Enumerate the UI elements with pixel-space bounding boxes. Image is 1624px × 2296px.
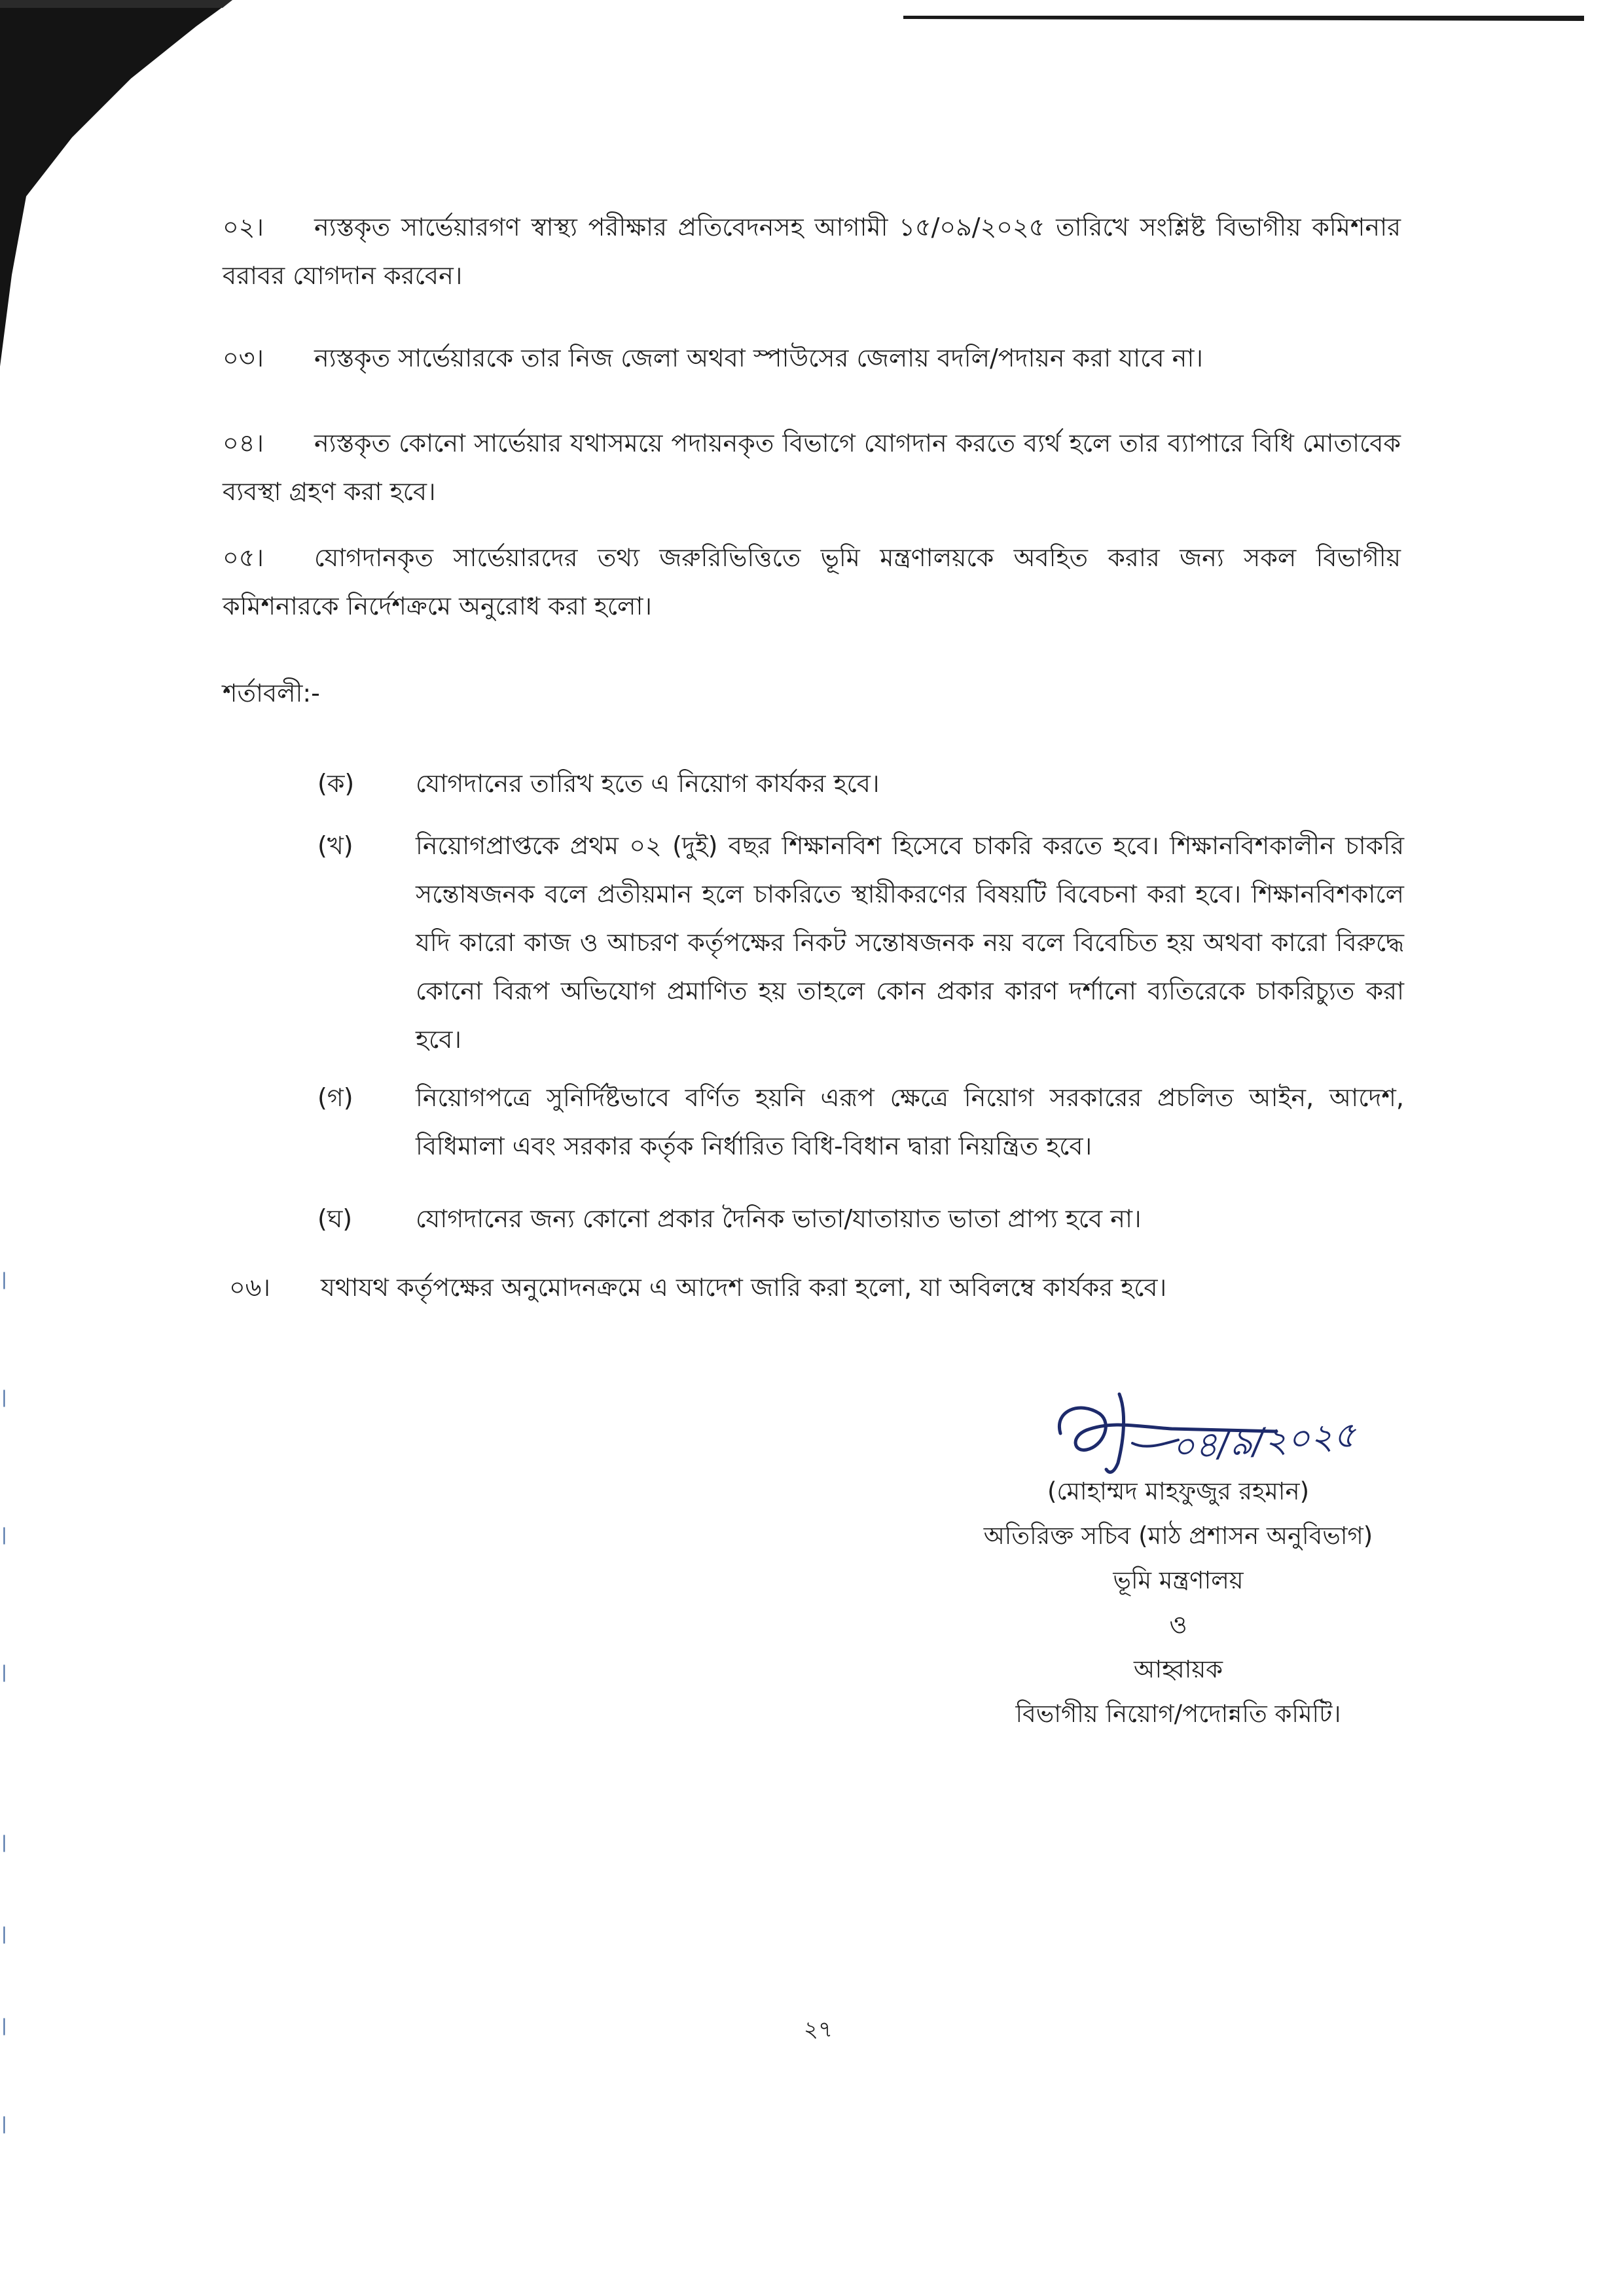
paragraph-06 bbox=[229, 1263, 1407, 1312]
condition-item-ga bbox=[317, 1073, 1404, 1170]
scan-left-edge-bleed: | | | | | | | | bbox=[1, 1270, 7, 2134]
condition-item-ka bbox=[317, 759, 1404, 808]
paragraph-04 bbox=[223, 419, 1401, 516]
condition-text: যোগদানের তারিখ হতে এ নিয়োগ কার্যকর হবে। bbox=[416, 769, 880, 798]
signature-date: ০৪/৯/২০২৫ bbox=[1170, 1414, 1358, 1468]
signatory-designation: অতিরিক্ত সচিব (মাঠ প্রশাসন অনুবিভাগ) bbox=[983, 1522, 1373, 1550]
paragraph-03 bbox=[223, 334, 1401, 382]
paragraph-text: ন্যস্তকৃত কোনো সার্ভেয়ার যথাসময়ে পদায়নকৃত বিভাগে যোগদান করতে ব্যর্থ হলে তার ব্যাপারে বিধি মোতাবেক ব্যবস্থা গ্রহণ করা হবে। bbox=[223, 429, 1401, 506]
condition-text: যোগদানের জন্য কোনো প্রকার দৈনিক ভাতা/যাতায়াত ভাতা প্রাপ্য হবে না। bbox=[416, 1204, 1142, 1233]
signatory-ministry: ভূমি মন্ত্রণালয় bbox=[1113, 1566, 1244, 1594]
signatory-name: (মোহাম্মদ মাহফুজুর রহমান) bbox=[1047, 1477, 1310, 1505]
paragraph-text: ন্যস্তকৃত সার্ভেয়ারগণ স্বাস্থ্য পরীক্ষার প্রতিবেদনসহ আগামী ১৫/০৯/২০২৫ তারিখে সংশ্লিষ্ট বিভাগীয় কমিশনার বরাবর যোগদান করবেন। bbox=[223, 213, 1401, 290]
signatory-block bbox=[903, 1469, 1453, 1736]
paragraph-number: ০৫। bbox=[223, 543, 264, 572]
paragraph-number: ০৬। bbox=[229, 1273, 271, 1302]
condition-text: নিয়োগপত্রে সুনির্দিষ্টভাবে বর্ণিত হয়নি এরূপ ক্ষেত্রে নিয়োগ সরকারের প্রচলিত আইন, আদেশ, বিধিমালা এবং সরকার কর্তৃক নির্ধারিত বিধি-বিধান দ্বারা নিয়ন্ত্রিত হবে। bbox=[416, 1083, 1404, 1160]
paragraph-text: যোগদানকৃত সার্ভেয়ারদের তথ্য জরুরিভিত্তিতে ভূমি মন্ত্রণালয়কে অবহিত করার জন্য সকল বিভাগীয় কমিশনারকে নির্দেশক্রমে অনুরোধ করা হলো। bbox=[223, 543, 1401, 620]
condition-item-kha bbox=[317, 821, 1404, 1064]
condition-item-gha bbox=[317, 1194, 1404, 1243]
scan-shadow-top-edge bbox=[903, 13, 1584, 22]
condition-marker: (গ) bbox=[317, 1083, 353, 1112]
page-number: ২৭ bbox=[803, 2017, 833, 2043]
signatory-committee: বিভাগীয় নিয়োগ/পদোন্নতি কমিটি। bbox=[1015, 1700, 1341, 1728]
paragraph-number: ০২। bbox=[223, 213, 264, 242]
paragraph-02 bbox=[223, 203, 1401, 300]
condition-marker: (ক) bbox=[317, 769, 355, 798]
paragraph-05 bbox=[223, 533, 1401, 630]
conditions-heading: শর্তাবলী:- bbox=[223, 679, 320, 708]
paragraph-number: ০৩। bbox=[223, 344, 264, 372]
paragraph-text: ন্যস্তকৃত সার্ভেয়ারকে তার নিজ জেলা অথবা স্পাউসের জেলায় বদলি/পদায়ন করা যাবে না। bbox=[314, 344, 1203, 372]
condition-marker: (ঘ) bbox=[317, 1204, 353, 1233]
condition-text: নিয়োগপ্রাপ্তকে প্রথম ০২ (দুই) বছর শিক্ষানবিশ হিসেবে চাকরি করতে হবে। শিক্ষানবিশকালীন চাকরি সন্তোষজনক বলে প্রতীয়মান হলে চাকরিতে স্থায়ীকরণের বিষয়টি বিবেচনা করা হবে। শিক্ষানবিশকালে যদি কারো কাজ ও আচরণ কর্তৃপক্ষের নিকট সন্তোষজনক নয় বলে বিবেচিত হয় অথবা কারো বিরুদ্ধে কোনো বিরূপ অভিযোগ প্রমাণিত হয় তাহলে কোন প্রকার কারণ দর্শানো ব্যতিরেকে চাকরিচ্যুত করা হবে। bbox=[416, 831, 1404, 1054]
scan-shadow-corner bbox=[0, 0, 275, 367]
signatory-role: আহ্বায়ক bbox=[1133, 1655, 1223, 1683]
paragraph-text: যথাযথ কর্তৃপক্ষের অনুমোদনক্রমে এ আদেশ জারি করা হলো, যা অবিলম্বে কার্যকর হবে। bbox=[321, 1273, 1167, 1302]
signatory-conjunction: ও bbox=[1169, 1611, 1187, 1639]
paragraph-number: ০৪। bbox=[223, 429, 264, 457]
condition-marker: (খ) bbox=[317, 831, 353, 860]
